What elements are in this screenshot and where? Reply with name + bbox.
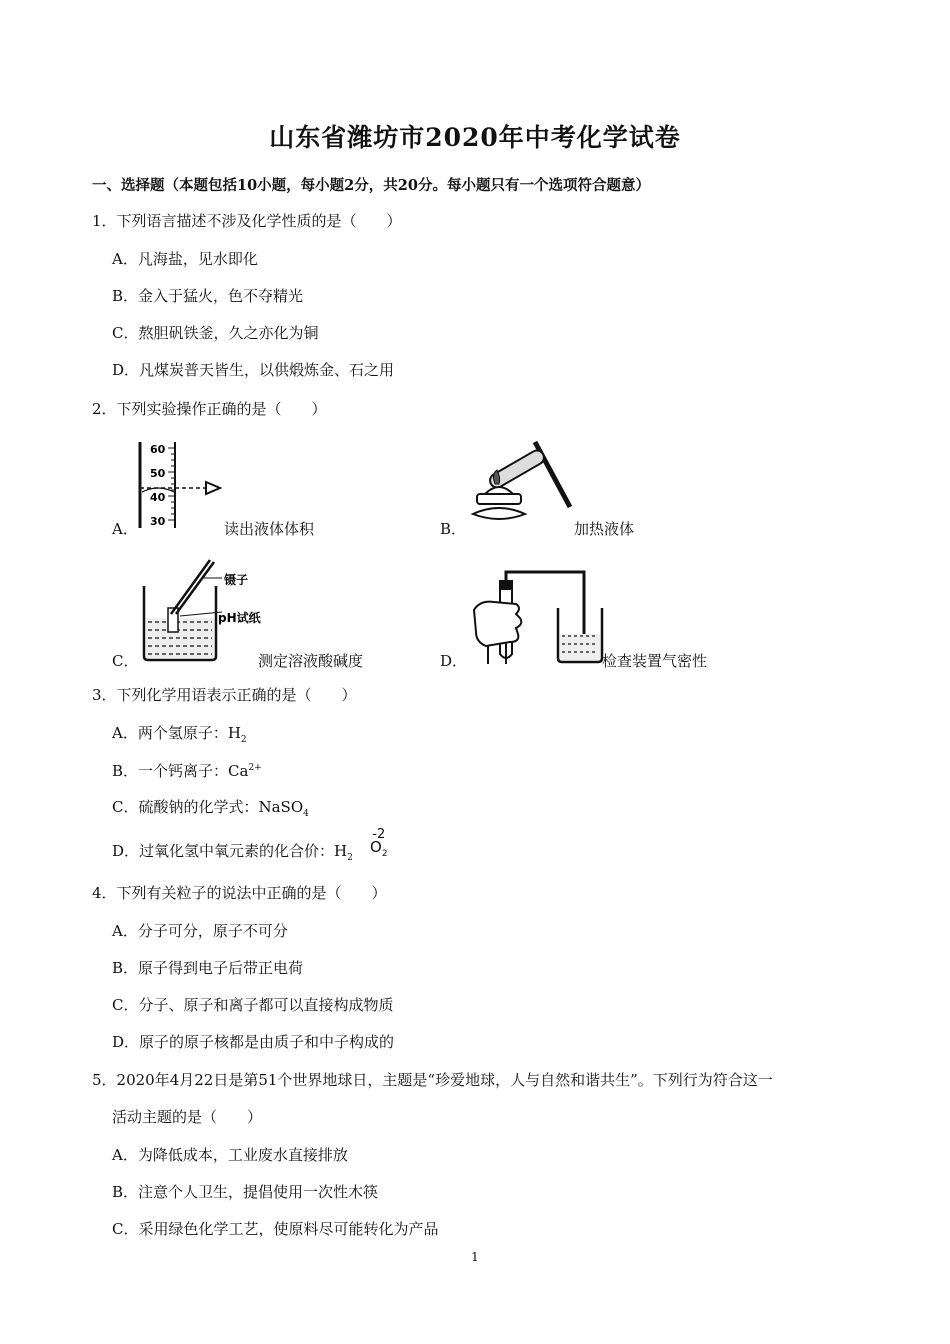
page-title: 山东省潍坊市2020年中考化学试卷 [269,123,681,152]
heating-test-tube-figure [465,432,580,532]
q1-stem: 1．下列语言描述不涉及化学性质的是（ ） [92,212,402,230]
q2-c-letter: C． [112,652,139,670]
tweezers-label: 镊子 [224,573,249,587]
q2-c-caption: 测定溶液酸碱度 [258,652,364,670]
ph-paper-label: pH试纸 [218,611,261,625]
tick-label-40: 40 [150,491,166,504]
q2-b-letter: B． [440,520,467,538]
graduated-cylinder-figure [130,440,230,530]
q4-option-a: A．分子可分，原子不可分 [112,922,288,940]
page-number: 1 [471,1250,479,1264]
q2-a-caption: 读出液体体积 [224,520,315,538]
q3-stem: 3．下列化学用语表示正确的是（ ） [92,686,357,704]
q1-option-c: C．熬胆矾铁釜，久之亦化为铜 [112,324,319,342]
valence-value: -2 [372,827,386,842]
q4-option-b: B．原子得到电子后带正电荷 [112,959,304,977]
q4-stem: 4．下列有关粒子的说法中正确的是（ ） [92,884,387,902]
airtightness-check-figure [466,562,606,666]
q2-d-caption: 检查装置气密性 [602,652,708,670]
tick-label-60: 60 [150,443,166,456]
q3-option-a: A．两个氢原子：$H_2$ [112,724,247,745]
q2-a-letter: A． [112,520,138,538]
q2-d-letter: D． [440,652,468,670]
q4-option-c: C．分子、原子和离子都可以直接构成物质 [112,996,394,1014]
section-heading: 一、选择题（本题包括10小题，每小题2分，共20分。每小题只有一个选项符合题意） [92,177,650,194]
q5-stem-line2: 活动主题的是（ ） [112,1108,263,1126]
q2-stem: 2．下列实验操作正确的是（ ） [92,400,327,418]
q3-option-c: C．硫酸钠的化学式：NaSO$_4$ [112,798,309,819]
q5-option-b: B．注意个人卫生，提倡使用一次性木筷 [112,1183,379,1201]
q2-b-caption: 加热液体 [574,520,635,538]
q5-option-c: C．采用绿色化学工艺，使原料尽可能转化为产品 [112,1220,439,1238]
oxygen-symbol: $O_2$ [370,838,388,859]
tick-label-50: 50 [150,467,166,480]
valence-notation [370,828,388,861]
q1-option-a: A．凡海盐，见水即化 [112,250,258,268]
q3-option-d: D．过氧化氢中氧元素的化合价：$H_2$ [112,842,353,863]
ph-test-figure [138,556,263,666]
q5-option-a: A．为降低成本，工业废水直接排放 [112,1146,348,1164]
q4-option-d: D．原子的原子核都是由质子和中子构成的 [112,1033,395,1051]
q3-option-b: B．一个钙离子：$Ca^{2+}$ [112,762,262,780]
tick-label-30: 30 [150,515,166,528]
q1-option-d: D．凡煤炭普天皆生，以供煅炼金、石之用 [112,361,395,379]
q5-stem-line1: 5．2020年4月22日是第51个世界地球日，主题是“珍爱地球，人与自然和谐共生”。下列行为符合这一 [92,1071,773,1089]
q1-option-b: B．金入于猛火，色不夺精光 [112,287,304,305]
